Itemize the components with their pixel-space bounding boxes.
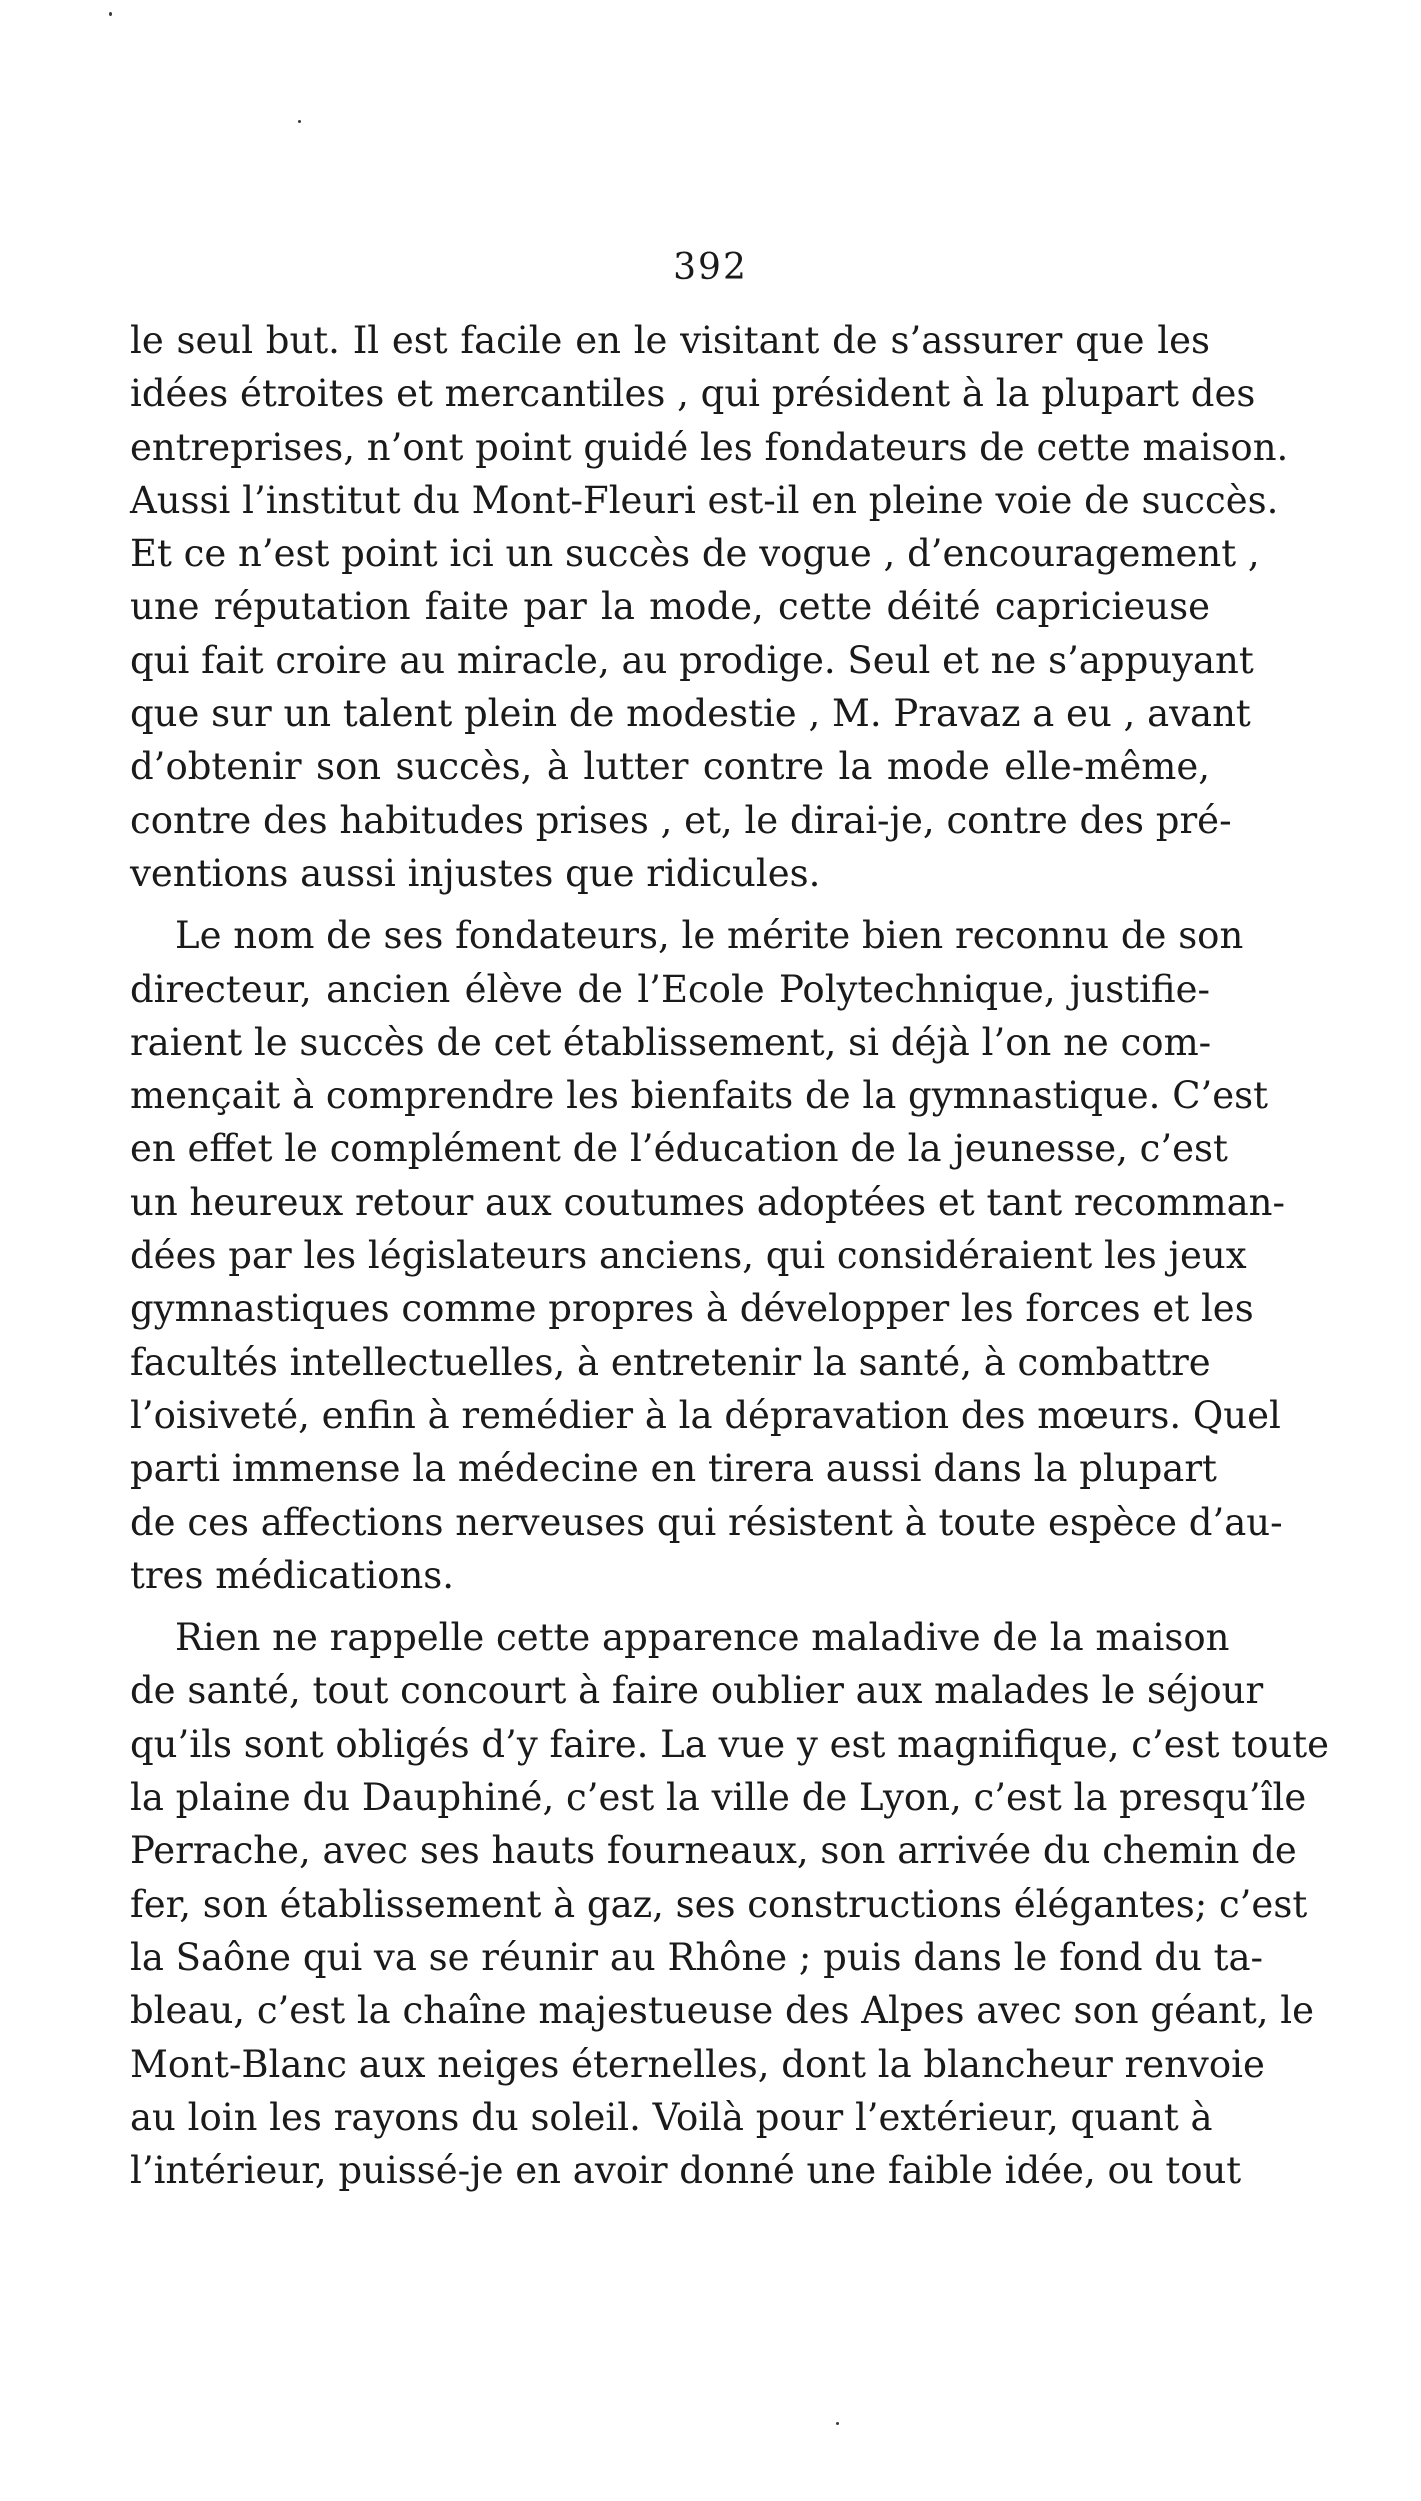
text-line: contre des habitudes prises , et, le dirai-je, contre des pré- <box>130 798 1232 842</box>
text-line: Rien ne rappelle cette apparence maladive de la maison <box>175 1616 1230 1660</box>
text-line: Mont-Blanc aux neiges éternelles, dont la blancheur renvoie <box>130 2042 1265 2086</box>
text-line: au loin les rayons du soleil. Voilà pour l’extérieur, quant à <box>130 2095 1213 2139</box>
text-line: qui fait croire au miracle, au prodige. Seul et ne s’appuyant <box>130 638 1254 682</box>
text-line: mençait à comprendre les bienfaits de la gymnastique. C’est <box>130 1074 1269 1118</box>
paragraph <box>130 1611 1329 2197</box>
text-line: parti immense la médecine en tirera aussi dans la plupart <box>130 1447 1217 1491</box>
text-line: la plaine du Dauphiné, c’est la ville de Lyon, c’est la presqu’île <box>130 1776 1307 1820</box>
text-line: qu’ils sont obligés d’y faire. La vue y est magnifique, c’est toute <box>130 1722 1329 1766</box>
text-line: une réputation faite par la mode, cette déité capricieuse <box>130 585 1210 629</box>
text-line: fer, son établissement à gaz, ses constructions élégantes; c’est <box>130 1882 1308 1926</box>
text-line: idées étroites et mercantiles , qui président à la plupart des <box>130 372 1256 416</box>
text-line: facultés intellectuelles, à entretenir la santé, à combattre <box>130 1340 1211 1384</box>
text-line: Aussi l’institut du Mont-Fleuri est-il en pleine voie de succès. <box>130 478 1279 522</box>
text-line: en effet le complément de l’éducation de la jeunesse, c’est <box>130 1127 1228 1171</box>
text-line: dées par les législateurs anciens, qui considéraient les jeux <box>130 1234 1247 1278</box>
text-line: Et ce n’est point ici un succès de vogue , d’encouragement , <box>130 532 1260 576</box>
text-line: bleau, c’est la chaîne majestueuse des Alpes avec son géant, le <box>130 1989 1314 2033</box>
text-line: Perrache, avec ses hauts fourneaux, son arrivée du chemin de <box>130 1829 1297 1873</box>
text-line: un heureux retour aux coutumes adoptées et tant recomman- <box>130 1180 1285 1224</box>
text-line: de santé, tout concourt à faire oublier aux malades le séjour <box>130 1669 1264 1713</box>
paper-speck <box>836 2422 839 2425</box>
text-line: de ces affections nerveuses qui résistent à toute espèce d’au- <box>130 1500 1283 1544</box>
text-line: Le nom de ses fondateurs, le mérite bien reconnu de son <box>175 914 1244 958</box>
paper-speck <box>109 12 112 16</box>
text-line: tres médications. <box>130 1553 455 1597</box>
text-line: le seul but. Il est facile en le visitant de s’assurer que les <box>130 319 1210 362</box>
text-line: ventions aussi injustes que ridicules. <box>130 851 821 895</box>
text-line: entreprises, n’ont point guidé les fondateurs de cette maison. <box>130 425 1289 469</box>
body-text <box>130 314 1329 2197</box>
text-line: l’oisiveté, enfin à remédier à la dépravation des mœurs. Quel <box>130 1393 1281 1437</box>
text-line: que sur un talent plein de modestie , M. Pravaz a eu , avant <box>130 692 1251 736</box>
paragraph <box>130 909 1285 1602</box>
text-line: gymnastiques comme propres à développer les forces et les <box>130 1287 1254 1331</box>
text-line: la Saône qui va se réunir au Rhône ; puis dans le fond du ta- <box>130 1935 1264 1979</box>
text-line: raient le succès de cet établissement, si déjà l’on ne com- <box>130 1020 1212 1064</box>
paragraph <box>130 314 1289 900</box>
text-line: directeur, ancien élève de l’Ecole Polytechnique, justifie- <box>130 967 1210 1011</box>
text-line: l’intérieur, puissé-je en avoir donné une faible idée, ou tout <box>130 2149 1242 2193</box>
paper-speck <box>298 120 301 123</box>
text-line: d’obtenir son succès, à lutter contre la mode elle-même, <box>130 745 1210 789</box>
page-number: 392 <box>673 247 748 288</box>
